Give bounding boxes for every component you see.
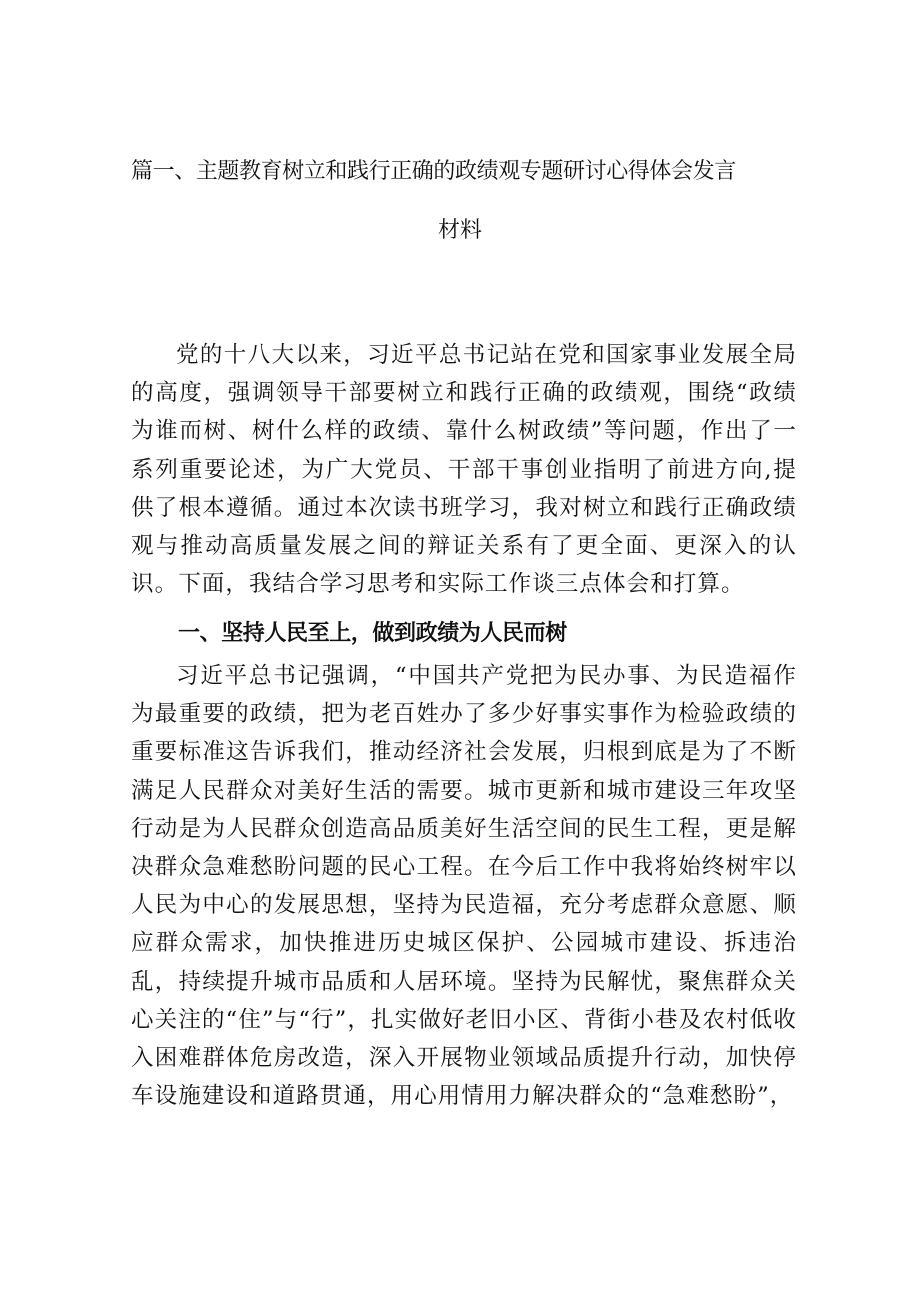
section-heading: 一、坚持人民至上，做到政绩为人民而树 [178,621,567,646]
section-paragraph: 习近平总书记强调，“中国共产党把为民办事、为民造福作为最重要的政绩，把为老百姓办了多少好事实事作为检验政绩的重要标准这告诉我们，推动经济社会发展，归根到底是为了不断满足人民群众对美好生活的需要。城市更新和城市建设三年攻坚行动是为人民群众创造高品质美好生活空间的民生工程，更是解决群众急难愁盼问题的民心工程。在今后工作中我将始终树牢以人民为中心的发展思想，坚持为民造福，充分考虑群众意愿、顺应群众需求，加快推进历史城区保护、公园城市建设、拆违治乱，持续提升城市品质和人居环境。坚持为民解忧，聚焦群众关心关注的“住”与“行”，扎实做好老旧小区、背街小巷及农村低收入困难群体危房改造，深入开展物业领域品质提升行动，加快停车设施建设和道路贯通，用心用情用力解决群众的“急难愁盼”， [131,663,797,1110]
document-title-continuation: 材料 [437,218,482,243]
document-title: 篇一、主题教育树立和践行正确的政绩观专题研讨心得体会发言 [131,159,736,184]
intro-paragraph: 党的十八大以来，习近平总书记站在党和国家事业发展全局的高度，强调领导干部要树立和践行正确的政绩观，围绕“政绩为谁而树、树什么样的政绩、靠什么树政绩”等问题，作出了一系列重要论述，为广大党员、干部干事创业指明了前进方向,提供了根本遵循。通过本次读书班学习，我对树立和践行正确政绩观与推动高质量发展之间的辩证关系有了更全面、更深入的认识。下面，我结合学习思考和实际工作谈三点体会和打算。 [131,342,797,598]
